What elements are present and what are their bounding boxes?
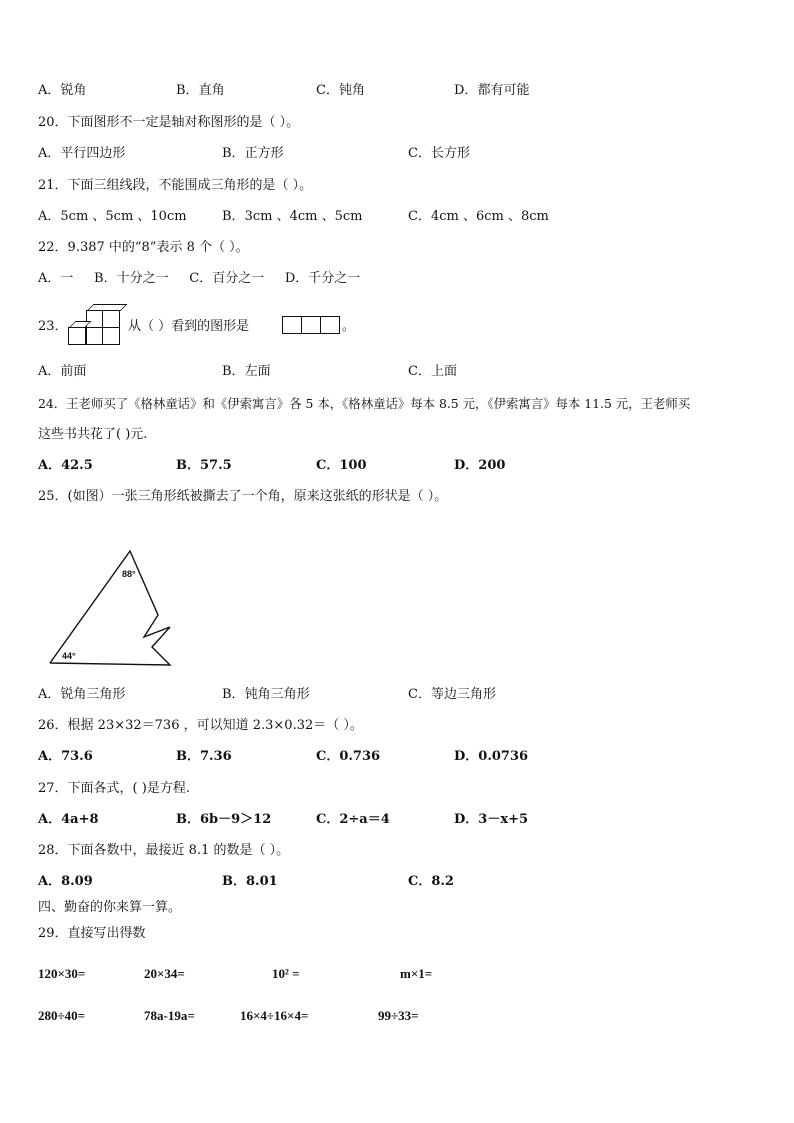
q27-option-a[interactable]: A．4a+8 bbox=[38, 812, 99, 827]
q22-stem: 22．9.387 中的“8”表示 8 个（ ）。 bbox=[38, 240, 249, 255]
calc-item[interactable]: m×1= bbox=[400, 966, 433, 981]
q28-option-c[interactable]: C．8.2 bbox=[408, 874, 454, 889]
q29-stem: 29．直接写出得数 bbox=[38, 926, 146, 941]
q19-option-b[interactable]: B．直角 bbox=[176, 83, 225, 98]
q26-option-d[interactable]: D．0.0736 bbox=[454, 749, 529, 764]
q23-option-a[interactable]: A．前面 bbox=[38, 364, 87, 379]
q19-option-d[interactable]: D．都有可能 bbox=[454, 83, 530, 98]
q23-stem-end: 。 bbox=[342, 319, 356, 334]
q21-option-a[interactable]: A．5cm 、5cm 、10cm bbox=[38, 209, 187, 224]
calc-item[interactable]: 99÷33= bbox=[378, 1008, 419, 1023]
q25-option-a[interactable]: A．锐角三角形 bbox=[38, 687, 126, 702]
q28-option-b[interactable]: B．8.01 bbox=[222, 874, 278, 889]
q28-stem: 28．下面各数中，最接近 8.1 的数是（ ）。 bbox=[38, 843, 290, 858]
q21-stem: 21．下面三组线段，不能围成三角形的是（ ）。 bbox=[38, 178, 313, 193]
calc-item[interactable]: 78a-19a= bbox=[144, 1008, 195, 1023]
q24-stem-line1: 24．王老师买了《格林童话》和《伊索寓言》各 5 本，《格林童话》每本 8.5 元，《伊索寓言》每本 11.5 元，王老师买 bbox=[38, 396, 691, 411]
q20-option-b[interactable]: B．正方形 bbox=[222, 146, 284, 161]
q22-options[interactable]: A．一 B．十分之一 C．百分之一 D．千分之一 bbox=[38, 271, 361, 286]
q20-option-a[interactable]: A．平行四边形 bbox=[38, 146, 126, 161]
q20-stem: 20．下面图形不一定是轴对称图形的是（ ）。 bbox=[38, 115, 300, 130]
q24-stem-line2: 这些书共花了( )元. bbox=[38, 427, 148, 442]
q26-option-b[interactable]: B．7.36 bbox=[176, 749, 232, 764]
angle-88-label: 88° bbox=[122, 569, 136, 579]
q19-option-a[interactable]: A．锐角 bbox=[38, 83, 87, 98]
three-square-view-figure bbox=[282, 316, 340, 334]
q27-option-c[interactable]: C．2÷a＝4 bbox=[316, 812, 390, 827]
q26-stem: 26．根据 23×32＝736 ，可以知道 2.3×0.32＝（ ）。 bbox=[38, 718, 363, 733]
q21-option-c[interactable]: C．4cm 、6cm 、8cm bbox=[408, 209, 549, 224]
q28-option-a[interactable]: A．8.09 bbox=[38, 874, 93, 889]
calc-item[interactable]: 10² = bbox=[272, 966, 300, 981]
q24-option-a[interactable]: A．42.5 bbox=[38, 458, 93, 473]
angle-44-label: 44° bbox=[62, 651, 76, 661]
q25-option-c[interactable]: C．等边三角形 bbox=[408, 687, 496, 702]
calc-item[interactable]: 280÷40= bbox=[38, 1008, 86, 1023]
calc-item[interactable]: 20×34= bbox=[144, 966, 185, 981]
cube-stack-figure bbox=[68, 304, 128, 346]
q23-option-c[interactable]: C．上面 bbox=[408, 364, 457, 379]
q27-stem: 27．下面各式，( )是方程. bbox=[38, 781, 190, 796]
q23-option-b[interactable]: B．左面 bbox=[222, 364, 271, 379]
q27-option-b[interactable]: B．6b－9＞12 bbox=[176, 812, 272, 827]
q26-option-c[interactable]: C．0.736 bbox=[316, 749, 381, 764]
q26-option-a[interactable]: A．73.6 bbox=[38, 749, 93, 764]
torn-triangle-figure bbox=[40, 545, 180, 670]
calc-item[interactable]: 16×4÷16×4= bbox=[240, 1008, 309, 1023]
q23-stem: 从（ ）看到的图形是 bbox=[128, 319, 250, 334]
q24-option-b[interactable]: B．57.5 bbox=[176, 458, 232, 473]
q19-option-c[interactable]: C．钝角 bbox=[316, 83, 365, 98]
q24-option-c[interactable]: C．100 bbox=[316, 458, 367, 473]
q25-option-b[interactable]: B．钝角三角形 bbox=[222, 687, 310, 702]
q21-option-b[interactable]: B．3cm 、4cm 、5cm bbox=[222, 209, 363, 224]
q27-option-d[interactable]: D．3－x+5 bbox=[454, 812, 529, 827]
q20-option-c[interactable]: C．长方形 bbox=[408, 146, 470, 161]
calc-item[interactable]: 120×30= bbox=[38, 966, 86, 981]
section-4-heading: 四、勤奋的你来算一算。 bbox=[38, 900, 182, 915]
q25-stem: 25．(如图）一张三角形纸被撕去了一个角，原来这张纸的形状是（ ）。 bbox=[38, 489, 448, 504]
q23-number: 23． bbox=[38, 319, 68, 334]
q24-option-d[interactable]: D．200 bbox=[454, 458, 506, 473]
